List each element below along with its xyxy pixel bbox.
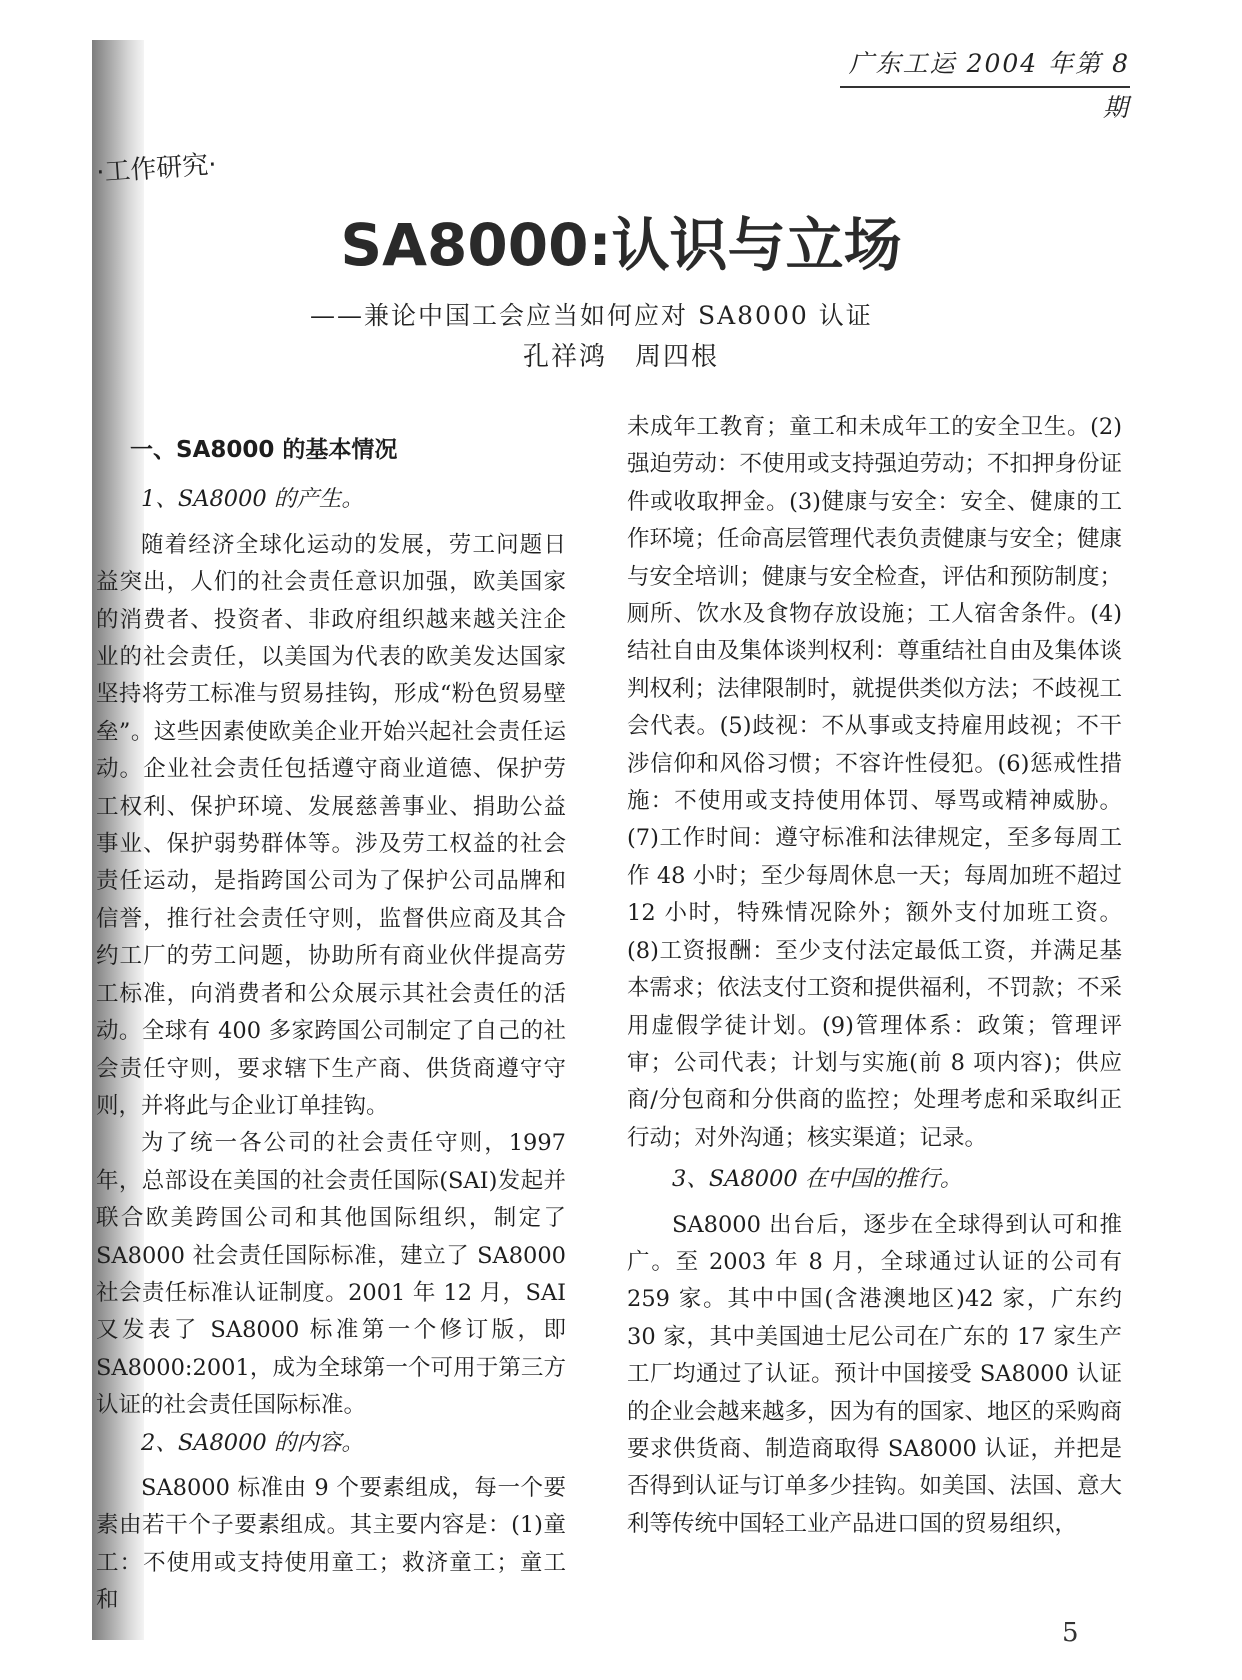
heading-origin: 1、SA8000 的产生。 (141, 486, 364, 513)
article-title: SA8000:认识与立场 (340, 211, 902, 279)
heading-basic-situation: 一、SA8000 的基本情况 (130, 437, 398, 463)
heading-content: 2、SA8000 的内容。 (141, 1429, 364, 1456)
left-column (96, 410, 566, 1620)
section-tag: ·工作研究· (95, 149, 218, 189)
article-authors: 孔祥鸿 周四根 (522, 342, 719, 372)
article-subtitle: ——兼论中国工会应当如何应对 SA8000 认证 (310, 301, 873, 330)
right-column (627, 409, 1122, 1543)
paragraph: 随着经济全球化运动的发展，劳工问题日益突出，人们的社会责任意识加强，欧美国家的消费者、投资者、非政府组织越来越关注企业的社会责任，以美国为代表的欧美发达国家坚持将劳工标准与贸易挂钩，形成“粉色贸易壁垒”。这些因素使欧美企业开始兴起社会责任运动。企业社会责任包括遵守商业道德、保护劳工权利、保护环境、发展慈善事业、捐助公益事业、保护弱势群体等。涉及劳工权益的社会责任运动，是指跨国公司为了保护公司品牌和信誉，推行社会责任守则，监督供应商及其合约工厂的劳工问题，协助所有商业伙伴提高劳工标准，向消费者和公众展示其社会责任的活动。全球有 400 多家跨国公司制定了自己的社会责任守则，要求辖下生产商、供货商遵守守则，并将此与企业订单挂钩。 (96, 531, 566, 1119)
paragraph: 为了统一各公司的社会责任守则，1997 年，总部设在美国的社会责任国际(SAI)发起并联合欧美跨国公司和其他国际组织，制定了 SA8000 社会责任国际标准，建立了 SA8000 社会责任标准认证制度。2001 年 12 月，SAI 又发表了 SA8000 标准第一个修订版，即 SA8000:2001，成为全球第一个可用于第三方认证的社会责任国际标准。 (96, 1130, 566, 1419)
heading-in-china: 3、SA8000 在中国的推行。 (672, 1166, 963, 1193)
paragraph: SA8000 出台后，逐步在全球得到认可和推广。至 2003 年 8 月，全球通过认证的公司有 259 家。其中中国(含港澳地区)42 家，广东约 30 家，其中美国迪士尼公司在广东的 17 家生产工厂均通过了认证。预计中国接受 SA8000 认证的企业会越来越多，因为有的国家、地区的采购商要求供货商、制造商取得 SA8000 认证，并把是否得到认证与订单多少挂钩。如美国、法国、意大利等传统中国轻工业产品进口国的贸易组织， (627, 1211, 1123, 1537)
page-number: 5 (1062, 1618, 1079, 1648)
paragraph: SA8000 标准由 9 个要素组成，每一个要素由若干个子要素组成。其主要内容是：(1)童工：不使用或支持使用童工；救济童工；童工和 (96, 1474, 566, 1614)
paragraph: 未成年工教育；童工和未成年工的安全卫生。(2)强迫劳动：不使用或支持强迫劳动；不扣押身份证件或收取押金。(3)健康与安全：安全、健康的工作环境；任命高层管理代表负责健康与安全；健康与安全培训；健康与安全检查，评估和预防制度；厕所、饮水及食物存放设施；工人宿舍条件。(4)结社自由及集体谈判权利：尊重结社自由及集体谈判权利；法律限制时，就提供类似方法；不歧视工会代表。(5)歧视：不从事或支持雇用歧视；不干涉信仰和风俗习惯；不容许性侵犯。(6)惩戒性措施：不使用或支持使用体罚、辱骂或精神威胁。(7)工作时间：遵守标准和法律规定，至多每周工作 48 小时；至少每周休息一天；每周加班不超过 12 小时，特殊情况除外；额外支付加班工资。(8)工资报酬：至少支付法定最低工资，并满足基本需求；依法支付工资和提供福利，不罚款；不采用虚假学徒计划。(9)管理体系：政策；管理评审；公司代表；计划与实施(前 8 项内容)；供应商/分包商和分供商的监控；处理考虑和采取纠正行动；对外沟通；核实渠道；记录。 (627, 414, 1123, 1151)
running-head: 广东工运 2004 年第 8 期 (840, 42, 1130, 88)
